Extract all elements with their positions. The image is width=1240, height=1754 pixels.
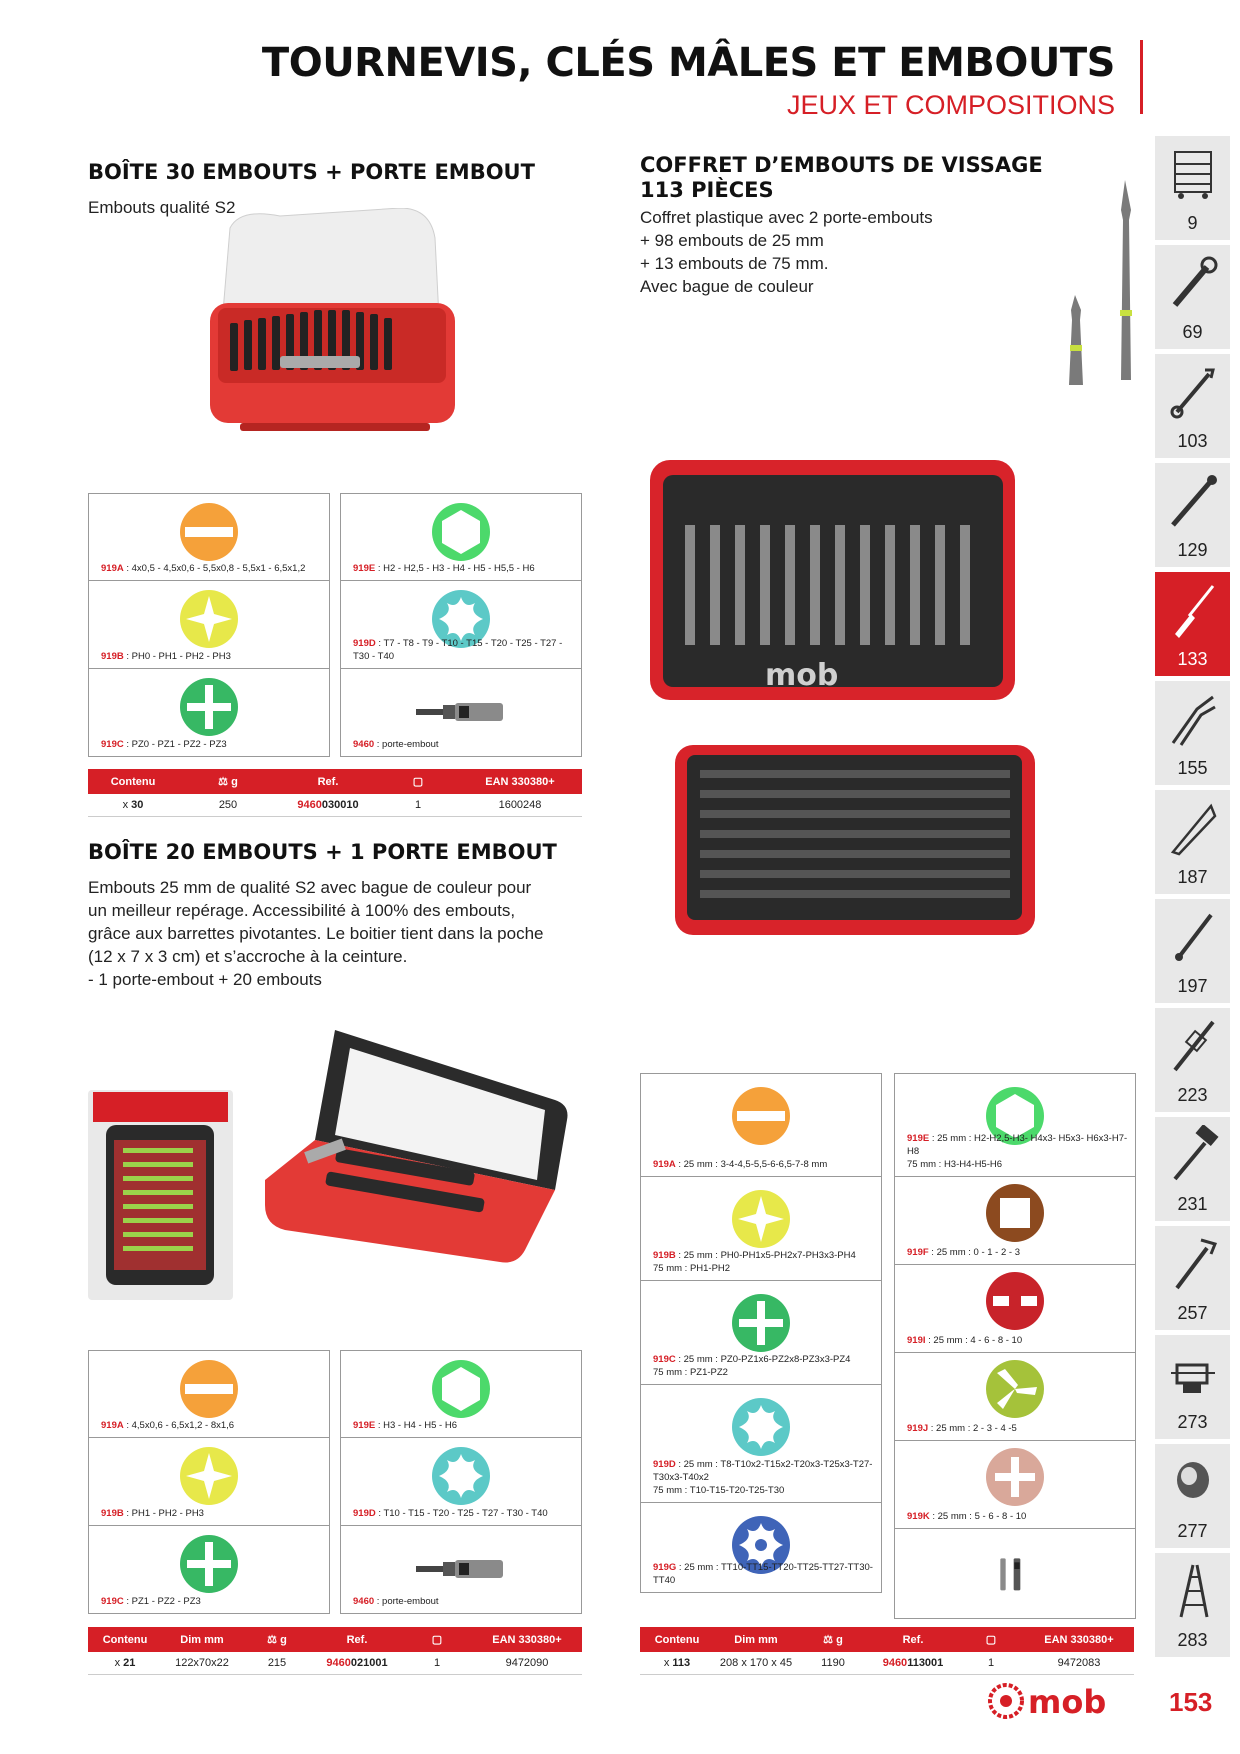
bit-cell: 919B : PH1 - PH2 - PH3 <box>88 1438 330 1526</box>
coffret-spec-table <box>640 1627 1134 1675</box>
caliper-icon <box>1167 1016 1219 1076</box>
sidebar-item-187[interactable]: 187 <box>1155 790 1230 894</box>
box30-bit-grid <box>88 493 582 757</box>
screwdriver-icon <box>1167 580 1219 640</box>
page-title: TOURNEVIS, CLÉS MÂLES ET EMBOUTS <box>261 40 1115 86</box>
ladder-icon <box>1167 1561 1219 1621</box>
pipe-wrench-icon <box>1167 1234 1219 1294</box>
slot-bit-icon <box>179 1359 239 1419</box>
sidebar-item-133[interactable]: 133 <box>1155 572 1230 676</box>
bit-cell: 919C : PZ0 - PZ1 - PZ2 - PZ3 <box>88 669 330 757</box>
sidebar-item-155[interactable]: 155 <box>1155 681 1230 785</box>
coffret-bit-grid <box>640 1073 1136 1619</box>
cross-bit-icon <box>985 1447 1045 1507</box>
torx-bit-icon <box>731 1397 791 1457</box>
box20-case-image <box>255 1030 575 1285</box>
box30-col-right <box>340 493 582 757</box>
bit-cell: 919E : H3 - H4 - H5 - H6 <box>340 1350 582 1438</box>
sidebar-item-223[interactable]: 223 <box>1155 1008 1230 1112</box>
bit-cell: 919I : 25 mm : 4 - 6 - 8 - 10 <box>894 1265 1136 1353</box>
coffret-desc: Coffret plastique avec 2 porte-embouts + 98 embouts de 25 mm + 13 embouts de 75 mm. Avec bague de couleur <box>640 208 933 296</box>
bit-holder-icon <box>995 1547 1035 1607</box>
sidebar-item-273[interactable]: 273 <box>1155 1335 1230 1439</box>
page-subtitle: JEUX ET COMPOSITIONS <box>786 90 1115 120</box>
box-icon: ▢ <box>431 1634 443 1646</box>
tool-cabinet-icon <box>1167 144 1219 204</box>
svg-text:mob: mob <box>765 658 839 693</box>
bit-cell: 919D : 25 mm : T8-T10x2-T15x2-T20x3-T25x3-T27- T30x3-T40x2 75 mm : T10-T15-T20-T25-T30 <box>640 1385 882 1503</box>
bit-holder-icon <box>411 1540 511 1600</box>
sidebar-item-231[interactable]: 231 <box>1155 1117 1230 1221</box>
svg-text:mob: mob <box>1028 1683 1107 1719</box>
table-header: Contenu Dim mm ⚖ g Ref. ▢ EAN 330380+ <box>88 1627 582 1652</box>
box20-spec-table <box>88 1627 582 1675</box>
sidebar-item-277[interactable]: 277 <box>1155 1444 1230 1548</box>
torque-wrench-icon <box>1167 471 1219 531</box>
coffret-title: COFFRET D’EMBOUTS DE VISSAGE 113 PIÈCES <box>640 153 1043 202</box>
bit-cell <box>894 1529 1136 1619</box>
ratchet-icon <box>1167 253 1219 313</box>
bit-cell: 919A : 25 mm : 3-4-4,5-5,5-6-6,5-7-8 mm <box>640 1073 882 1177</box>
box30-product-image <box>200 208 460 475</box>
box20-col-left <box>88 1350 330 1614</box>
slot-bit-icon <box>179 502 239 562</box>
sidebar-item-129[interactable]: 129 <box>1155 463 1230 567</box>
phillips-bit-icon <box>179 1446 239 1506</box>
bit-cell: 919F : 25 mm : 0 - 1 - 2 - 3 <box>894 1177 1136 1265</box>
hex-bit-icon <box>431 1359 491 1419</box>
pozidriv-bit-icon <box>731 1293 791 1353</box>
tri-wing-bit-icon <box>985 1359 1045 1419</box>
spanner-bit-icon <box>985 1271 1045 1331</box>
sidebar-item-257[interactable]: 257 <box>1155 1226 1230 1330</box>
bit-cell: 919B : 25 mm : PH0-PH1x5-PH2x7-PH3x3-PH4 75 mm : PH1-PH2 <box>640 1177 882 1281</box>
box20-title: BOÎTE 20 EMBOUTS + 1 PORTE EMBOUT <box>88 840 557 864</box>
bit-cell: 919E : 25 mm : H2-H2,5-H3- H4x3- H5x3- H6x3-H7-H8 75 mm : H3-H4-H5-H6 <box>894 1073 1136 1177</box>
bit-cell: 919C : PZ1 - PZ2 - PZ3 <box>88 1526 330 1614</box>
bit-cell: 919B : PH0 - PH1 - PH2 - PH3 <box>88 581 330 669</box>
page-number: 153 <box>1169 1687 1213 1717</box>
box30-title: BOÎTE 30 EMBOUTS + PORTE EMBOUT <box>88 160 535 184</box>
sidebar-item-103[interactable]: 103 <box>1155 354 1230 458</box>
box-icon: ▢ <box>412 776 424 788</box>
long-bits-image <box>1065 180 1145 400</box>
saw-icon <box>1167 798 1219 858</box>
bit-cell: 919G : 25 mm : TT10-TT15-TT20-TT25-TT27-TT30-TT40 <box>640 1503 882 1593</box>
vise-icon <box>1167 1343 1219 1403</box>
wrench-icon <box>1167 362 1219 422</box>
bit-cell: 919A : 4x0,5 - 4,5x0,6 - 5,5x0,8 - 5,5x1 - 6,5x1,2 <box>88 493 330 581</box>
weight-icon: ⚖ <box>218 776 232 788</box>
box20-col-right <box>340 1350 582 1614</box>
box20-desc: Embouts 25 mm de qualité S2 avec bague de couleur pour un meilleur repérage. Accessibilité à 100% des embouts, grâce aux barrettes pivotantes. Le boitier tient dans la poche (12 x 7 x 3 cm) et s’accroche à la ceinture. - 1 porte-embout + 20 embouts <box>88 878 544 989</box>
bit-cell: 919C : 25 mm : PZ0-PZ1x6-PZ2x8-PZ3x3-PZ4 75 mm : PZ1-PZ2 <box>640 1281 882 1385</box>
box30-col-left <box>88 493 330 757</box>
sidebar-item-197[interactable]: 197 <box>1155 899 1230 1003</box>
bit-cell: 9460 : porte-embout <box>340 669 582 757</box>
slot-bit-icon <box>731 1086 791 1146</box>
coffret-case-image <box>645 455 1035 955</box>
coffret-col-left <box>640 1073 882 1619</box>
bit-cell: 919A : 4,5x0,6 - 6,5x1,2 - 8x1,6 <box>88 1350 330 1438</box>
sidebar-item-283[interactable]: 283 <box>1155 1553 1230 1657</box>
sidebar-item-9[interactable]: 9 <box>1155 136 1230 240</box>
bit-cell: 919J : 25 mm : 2 - 3 - 4 -5 <box>894 1353 1136 1441</box>
table-header: Contenu Dim mm ⚖ g Ref. ▢ EAN 330380+ <box>640 1627 1134 1652</box>
bit-cell: 919D : T10 - T15 - T20 - T25 - T27 - T30 - T40 <box>340 1438 582 1526</box>
weight-icon: ⚖ <box>823 1634 837 1646</box>
bit-cell: 9460 : porte-embout <box>340 1526 582 1614</box>
bit-cell: 919E : H2 - H2,5 - H3 - H4 - H5 - H5,5 - H6 <box>340 493 582 581</box>
hammer-icon <box>1167 1125 1219 1185</box>
box30-spec-table <box>88 769 582 817</box>
box20-blister-image <box>88 1030 233 1325</box>
box30-desc: Embouts qualité S2 <box>88 198 236 217</box>
hex-bit-icon <box>431 502 491 562</box>
pozidriv-bit-icon <box>179 677 239 737</box>
bit-holder-icon <box>411 683 511 743</box>
pliers-icon <box>1167 689 1219 749</box>
pozidriv-bit-icon <box>179 1534 239 1594</box>
table-row: x 21 122x70x22 215 9460021001 1 9472090 <box>88 1652 582 1675</box>
bit-cell: 919K : 25 mm : 5 - 6 - 8 - 10 <box>894 1441 1136 1529</box>
phillips-bit-icon <box>731 1189 791 1249</box>
header-divider <box>1140 40 1143 114</box>
weight-icon: ⚖ <box>267 1634 281 1646</box>
coffret-col-right <box>894 1073 1136 1619</box>
mob-logo <box>988 1683 1133 1719</box>
table-row: x 30 250 9460030010 1 1600248 <box>88 794 582 817</box>
torx-bit-icon <box>431 1446 491 1506</box>
chisel-icon <box>1167 907 1219 967</box>
socket-icon <box>1167 1452 1219 1512</box>
box-icon: ▢ <box>985 1634 997 1646</box>
sidebar-item-69[interactable]: 69 <box>1155 245 1230 349</box>
square-bit-icon <box>985 1183 1045 1243</box>
table-row: x 113 208 x 170 x 45 1190 9460113001 1 9472083 <box>640 1652 1134 1675</box>
table-header: Contenu ⚖ g Ref. ▢ EAN 330380+ <box>88 769 582 794</box>
bit-cell: 919D : T7 - T8 - T9 - T10 - T15 - T20 - T25 - T27 - T30 - T40 <box>340 581 582 669</box>
box20-bit-grid <box>88 1350 582 1614</box>
phillips-bit-icon <box>179 589 239 649</box>
